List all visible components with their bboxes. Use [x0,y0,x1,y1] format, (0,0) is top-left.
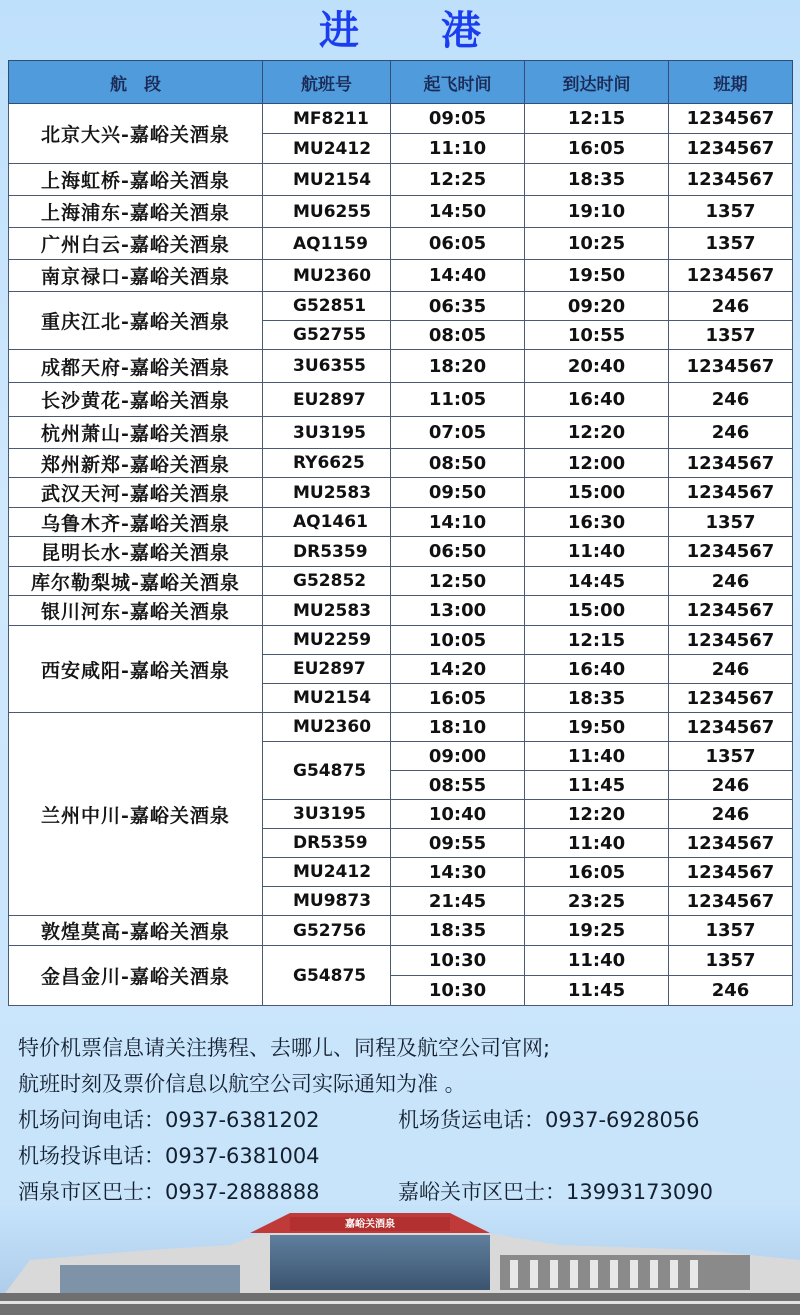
arrival-cell: 11:45 [525,771,669,800]
flight-no-cell: MU2583 [263,596,391,626]
arrival-cell: 12:00 [525,449,669,478]
departure-cell: 07:05 [391,417,525,449]
arrival-cell: 09:20 [525,292,669,321]
table-row [9,350,793,383]
flight-no-cell: AQ1159 [263,228,391,260]
flight-no-cell: G52756 [263,916,391,946]
days-cell: 1357 [669,508,793,537]
departure-cell: 14:30 [391,858,525,887]
days-cell: 1357 [669,321,793,350]
flight-no-cell: G54875 [263,946,391,1006]
flight-no-cell: EU2897 [263,655,391,684]
table-row [9,713,793,742]
flight-no-cell: MU2154 [263,164,391,196]
days-cell: 246 [669,567,793,596]
table-body [9,104,793,1006]
arrival-cell: 10:25 [525,228,669,260]
table-row [9,164,793,196]
days-cell: 246 [669,383,793,417]
arrivals-table [8,60,793,1006]
route-cell: 广州白云-嘉峪关酒泉 [9,228,263,260]
departure-cell: 18:20 [391,350,525,383]
departure-cell: 10:30 [391,946,525,976]
days-cell: 1234567 [669,537,793,567]
route-cell: 郑州新郑-嘉峪关酒泉 [9,449,263,478]
table-row [9,449,793,478]
arrival-cell: 15:00 [525,596,669,626]
flight-no-cell: 3U6355 [263,350,391,383]
page-title: 进 港 [319,7,515,54]
days-cell: 246 [669,800,793,829]
route-cell: 敦煌莫高-嘉峪关酒泉 [9,916,263,946]
departure-cell: 14:40 [391,260,525,292]
days-cell: 1234567 [669,684,793,713]
departure-cell: 09:50 [391,478,525,508]
flight-no-cell: DR5359 [263,537,391,567]
table-row [9,916,793,946]
arrival-cell: 23:25 [525,887,669,916]
days-cell: 1234567 [669,829,793,858]
inquiry-phone: 机场问询电话：0937-6381202 [18,1108,320,1132]
days-cell: 1234567 [669,596,793,626]
days-cell: 246 [669,655,793,684]
table-row [9,260,793,292]
days-cell: 1357 [669,946,793,976]
table-row [9,478,793,508]
route-cell: 长沙黄花-嘉峪关酒泉 [9,383,263,417]
flight-no-cell: MU6255 [263,196,391,228]
notice-disclaimer: 航班时刻及票价信息以航空公司实际通知为准 。 [18,1072,466,1096]
days-cell: 1234567 [669,713,793,742]
departure-cell: 21:45 [391,887,525,916]
departure-cell: 11:05 [391,383,525,417]
arrival-cell: 19:10 [525,196,669,228]
flight-no-cell: 3U3195 [263,800,391,829]
departure-cell: 09:00 [391,742,525,771]
arrival-cell: 12:15 [525,626,669,655]
table-row [9,383,793,417]
departure-cell: 06:05 [391,228,525,260]
table-row [9,417,793,449]
flight-no-cell: MU2360 [263,713,391,742]
departure-cell: 16:05 [391,684,525,713]
arrival-cell: 11:40 [525,946,669,976]
flight-no-cell: AQ1461 [263,508,391,537]
arrival-cell: 16:40 [525,655,669,684]
departure-cell: 06:50 [391,537,525,567]
departure-cell: 08:50 [391,449,525,478]
phone-row-1 [18,1102,788,1138]
departure-cell: 10:40 [391,800,525,829]
arrival-cell: 16:05 [525,858,669,887]
table-row [9,567,793,596]
route-cell: 银川河东-嘉峪关酒泉 [9,596,263,626]
days-cell: 1357 [669,228,793,260]
departure-cell: 10:30 [391,976,525,1006]
flight-no-cell: G52755 [263,321,391,350]
arrival-cell: 12:15 [525,104,669,134]
departure-cell: 14:20 [391,655,525,684]
days-cell: 1234567 [669,887,793,916]
header-departure: 起飞时间 [391,61,525,104]
days-cell: 246 [669,292,793,321]
departure-cell: 09:55 [391,829,525,858]
table-header [9,61,793,104]
route-cell: 西安咸阳-嘉峪关酒泉 [9,626,263,713]
arrival-cell: 19:50 [525,260,669,292]
departure-cell: 11:10 [391,134,525,164]
flight-no-cell: MU2412 [263,134,391,164]
arrival-cell: 16:05 [525,134,669,164]
departure-cell: 13:00 [391,596,525,626]
departure-cell: 14:10 [391,508,525,537]
flight-no-cell: MU2154 [263,684,391,713]
arrival-cell: 11:45 [525,976,669,1006]
flight-no-cell: MU2360 [263,260,391,292]
arrival-cell: 20:40 [525,350,669,383]
flight-no-cell: RY6625 [263,449,391,478]
days-cell: 1234567 [669,134,793,164]
flight-no-cell: MU9873 [263,887,391,916]
arrival-cell: 12:20 [525,417,669,449]
days-cell: 1234567 [669,478,793,508]
table-row [9,537,793,567]
arrival-cell: 18:35 [525,684,669,713]
table-row [9,228,793,260]
route-cell: 昆明长水-嘉峪关酒泉 [9,537,263,567]
notice-promo: 特价机票信息请关注携程、去哪儿、同程及航空公司官网; [18,1036,551,1060]
flight-no-cell: G52851 [263,292,391,321]
cargo-phone: 机场货运电话：0937-6928056 [398,1108,700,1132]
flight-no-cell: 3U3195 [263,417,391,449]
departure-cell: 12:25 [391,164,525,196]
departure-cell: 14:50 [391,196,525,228]
terminal-building-illustration [0,1205,800,1315]
route-cell: 武汉天河-嘉峪关酒泉 [9,478,263,508]
arrival-cell: 18:35 [525,164,669,196]
arrival-cell: 19:25 [525,916,669,946]
days-cell: 1234567 [669,449,793,478]
table-row [9,104,793,134]
notice-block [18,1030,788,1210]
jiayuguan-bus-phone: 嘉峪关市区巴士：13993173090 [398,1180,713,1204]
flight-no-cell: G52852 [263,567,391,596]
route-cell: 乌鲁木齐-嘉峪关酒泉 [9,508,263,537]
arrival-cell: 15:00 [525,478,669,508]
arrival-cell: 11:40 [525,829,669,858]
header-arrival: 到达时间 [525,61,669,104]
flight-no-cell: MU2583 [263,478,391,508]
arrival-cell: 19:50 [525,713,669,742]
header-days: 班期 [669,61,793,104]
header-flight-no: 航班号 [263,61,391,104]
arrival-cell: 11:40 [525,742,669,771]
departure-cell: 12:50 [391,567,525,596]
route-cell: 上海虹桥-嘉峪关酒泉 [9,164,263,196]
departure-cell: 18:35 [391,916,525,946]
days-cell: 1357 [669,742,793,771]
route-cell: 兰州中川-嘉峪关酒泉 [9,713,263,916]
table-row [9,626,793,655]
days-cell: 1234567 [669,260,793,292]
flight-no-cell: G54875 [263,742,391,800]
arrival-cell: 10:55 [525,321,669,350]
days-cell: 246 [669,771,793,800]
route-cell: 重庆江北-嘉峪关酒泉 [9,292,263,350]
table-row [9,508,793,537]
route-cell: 北京大兴-嘉峪关酒泉 [9,104,263,164]
arrival-cell: 16:40 [525,383,669,417]
arrival-cell: 16:30 [525,508,669,537]
route-cell: 杭州萧山-嘉峪关酒泉 [9,417,263,449]
arrival-cell: 14:45 [525,567,669,596]
route-cell: 成都天府-嘉峪关酒泉 [9,350,263,383]
route-cell: 上海浦东-嘉峪关酒泉 [9,196,263,228]
building-sign: 嘉峪关酒泉 [345,1219,395,1230]
days-cell: 1234567 [669,350,793,383]
departure-cell: 09:05 [391,104,525,134]
days-cell: 1234567 [669,626,793,655]
flight-no-cell: MU2259 [263,626,391,655]
departure-cell: 08:55 [391,771,525,800]
days-cell: 1234567 [669,104,793,134]
days-cell: 1234567 [669,858,793,887]
days-cell: 1357 [669,196,793,228]
departure-cell: 10:05 [391,626,525,655]
days-cell: 1357 [669,916,793,946]
departure-cell: 06:35 [391,292,525,321]
jiuquan-bus-phone: 酒泉市区巴士：0937-2888888 [18,1180,320,1204]
table-row [9,596,793,626]
days-cell: 246 [669,417,793,449]
departure-cell: 08:05 [391,321,525,350]
complaint-phone: 机场投诉电话：0937-6381004 [18,1144,320,1168]
flight-no-cell: MF8211 [263,104,391,134]
days-cell: 246 [669,976,793,1006]
flight-no-cell: EU2897 [263,383,391,417]
arrival-cell: 11:40 [525,537,669,567]
flight-no-cell: DR5359 [263,829,391,858]
flight-no-cell: MU2412 [263,858,391,887]
route-cell: 金昌金川-嘉峪关酒泉 [9,946,263,1006]
days-cell: 1234567 [669,164,793,196]
departure-cell: 18:10 [391,713,525,742]
table-row [9,946,793,976]
route-cell: 南京禄口-嘉峪关酒泉 [9,260,263,292]
header-route: 航 段 [9,61,263,104]
route-cell: 库尔勒梨城-嘉峪关酒泉 [9,567,263,596]
table-row [9,196,793,228]
table-row [9,292,793,321]
arrival-cell: 12:20 [525,800,669,829]
